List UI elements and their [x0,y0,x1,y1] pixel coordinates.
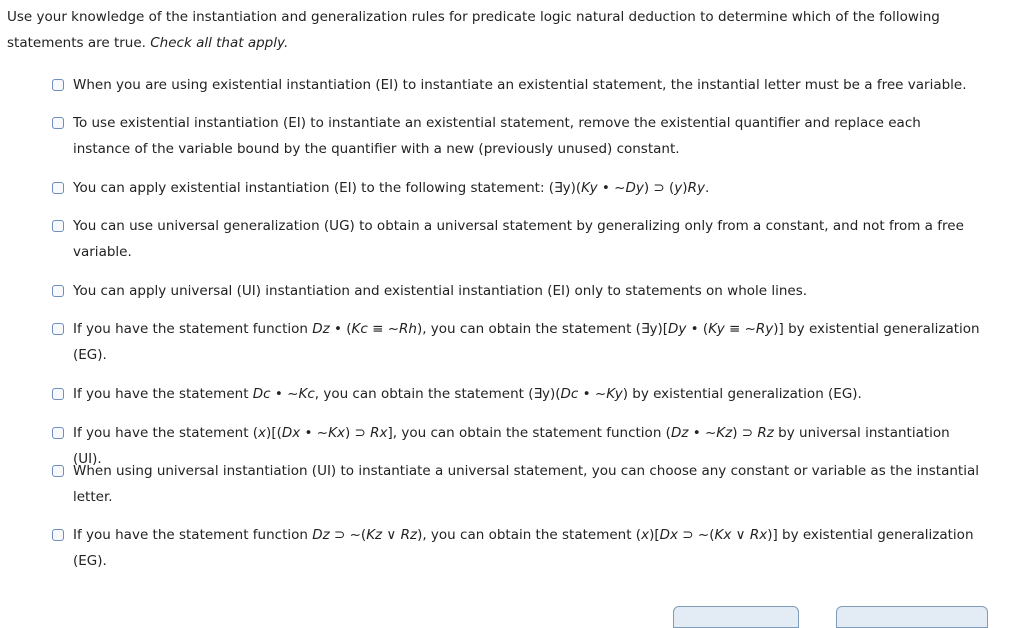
option-text [73,213,982,265]
option-checkbox[interactable] [52,117,64,129]
logic-symbol: x [258,425,267,441]
option-text-segment: To use existential instantiation (EI) to instantiate an existential statement, remove the existential quantifier and replace each instance of the variable bound by the quantifier with a new (previously unused) constant. [73,115,921,157]
logic-symbol: Dc [252,386,271,402]
option-text-segment: ), you can obtain the statement (∃y)[ [416,321,668,337]
option-text-segment: ∨ [382,527,401,543]
option-text-segment: ⊃ ~( [329,527,367,543]
option-checkbox[interactable] [52,529,64,541]
option-text-segment: If you have the statement [73,386,253,402]
option-text [73,110,982,162]
option-text [73,458,982,510]
option-text-segment: If you have the statement function [73,321,313,337]
answer-option-7[interactable] [52,381,982,407]
answer-option-9[interactable] [52,458,982,510]
option-text-segment: )[ [649,527,660,543]
logic-symbol: Ry [755,321,774,337]
option-text-segment: ) [682,180,688,196]
option-text-segment: ∨ [731,527,750,543]
option-checkbox[interactable] [52,388,64,400]
option-text-segment: ) ⊃ [344,425,371,441]
option-text-segment: . [704,180,710,196]
option-text-segment: • ~ [578,386,607,402]
option-text [73,72,967,98]
option-text [73,381,862,407]
answer-option-1[interactable] [52,72,982,98]
logic-symbol: Kx [328,425,345,441]
footer-button-left[interactable] [673,606,799,628]
logic-symbol: Kz [366,527,383,543]
answer-option-10[interactable] [52,522,982,574]
option-text-segment: • ~ [300,425,329,441]
option-text [73,316,982,368]
option-text-segment: )] by existential generalization (EG). [73,527,974,569]
option-checkbox[interactable] [52,182,64,194]
logic-symbol: Dz [312,527,330,543]
logic-symbol: Dx [281,425,301,441]
option-text-segment: , you can obtain the statement (∃y)( [314,386,561,402]
logic-symbol: Ky [606,386,623,402]
option-text-segment: by universal instantiation (UI). [73,425,950,467]
question-prompt: Use your knowledge of the instantiation and generalization rules for predicate logic natural deduction to determine which of the following statements are true. [7,9,940,51]
logic-symbol: Ky [708,321,725,337]
answer-option-4[interactable] [52,213,982,265]
answer-option-6[interactable] [52,316,982,368]
option-text-segment: ), you can obtain the statement ( [417,527,642,543]
option-text [73,522,982,574]
option-checkbox[interactable] [52,465,64,477]
logic-symbol: Ky [581,180,598,196]
answer-option-2[interactable] [52,110,982,162]
logic-symbol: Kc [351,321,368,337]
option-text [73,175,709,201]
answer-option-5[interactable] [52,278,982,304]
option-text-segment: You can apply existential instantiation (EI) to the following statement: (∃y)( [73,180,582,196]
option-text-segment: • ( [329,321,352,337]
question-hint: Check all that apply. [150,35,289,51]
option-text [73,278,807,304]
option-checkbox[interactable] [52,323,64,335]
option-checkbox[interactable] [52,79,64,91]
logic-symbol: Rx [749,527,768,543]
question-text [7,4,1007,56]
footer-button-right[interactable] [836,606,988,628]
answer-option-3[interactable] [52,175,982,201]
option-text-segment: ], you can obtain the statement function ( [387,425,671,441]
logic-symbol: Dz [670,425,689,441]
logic-symbol: Rx [370,425,388,441]
option-text-segment: • ~ [688,425,717,441]
option-text-segment: If you have the statement ( [73,425,259,441]
logic-symbol: Ry [687,180,705,196]
option-text-segment: ) ⊃ ( [643,180,675,196]
option-text-segment: )[( [266,425,282,441]
logic-symbol: Kx [714,527,732,543]
option-text-segment: ) by existential generalization (EG). [622,386,862,402]
option-text-segment: )] by existential generalization (EG). [73,321,980,363]
option-text-segment: • ( [686,321,709,337]
option-text-segment: ⊃ ~( [678,527,715,543]
logic-symbol: x [641,527,650,543]
logic-symbol: y [674,180,683,196]
option-checkbox[interactable] [52,220,64,232]
logic-symbol: Dc [560,386,579,402]
logic-symbol: Kz [716,425,733,441]
option-text-segment: • ~ [270,386,299,402]
option-text-segment: You can apply universal (UI) instantiation and existential instantiation (EI) only to statements on whole lines. [73,283,808,299]
option-text-segment: ≡ ~ [724,321,756,337]
logic-symbol: Rz [757,425,774,441]
option-text-segment: You can use universal generalization (UG) to obtain a universal statement by generalizing only from a constant, and not from a free variable. [73,218,964,260]
option-checkbox[interactable] [52,427,64,439]
option-text-segment: When using universal instantiation (UI) to instantiate a universal statement, you can choose any constant or variable as the instantial letter. [73,463,979,505]
logic-symbol: Rh [399,321,417,337]
option-text-segment: When you are using existential instantiation (EI) to instantiate an existential statement, the instantial letter must be a free variable. [73,77,967,93]
logic-symbol: Rz [400,527,418,543]
logic-symbol: Dy [625,180,644,196]
option-text-segment: ) ⊃ [732,425,758,441]
option-text-segment: ≡ ~ [367,321,400,337]
logic-symbol: Dy [668,321,687,337]
option-text-segment: • ~ [597,180,626,196]
option-text-segment: If you have the statement function [73,527,313,543]
logic-symbol: Kc [298,386,315,402]
logic-symbol: Dz [312,321,330,337]
logic-symbol: Dx [659,527,679,543]
option-checkbox[interactable] [52,285,64,297]
